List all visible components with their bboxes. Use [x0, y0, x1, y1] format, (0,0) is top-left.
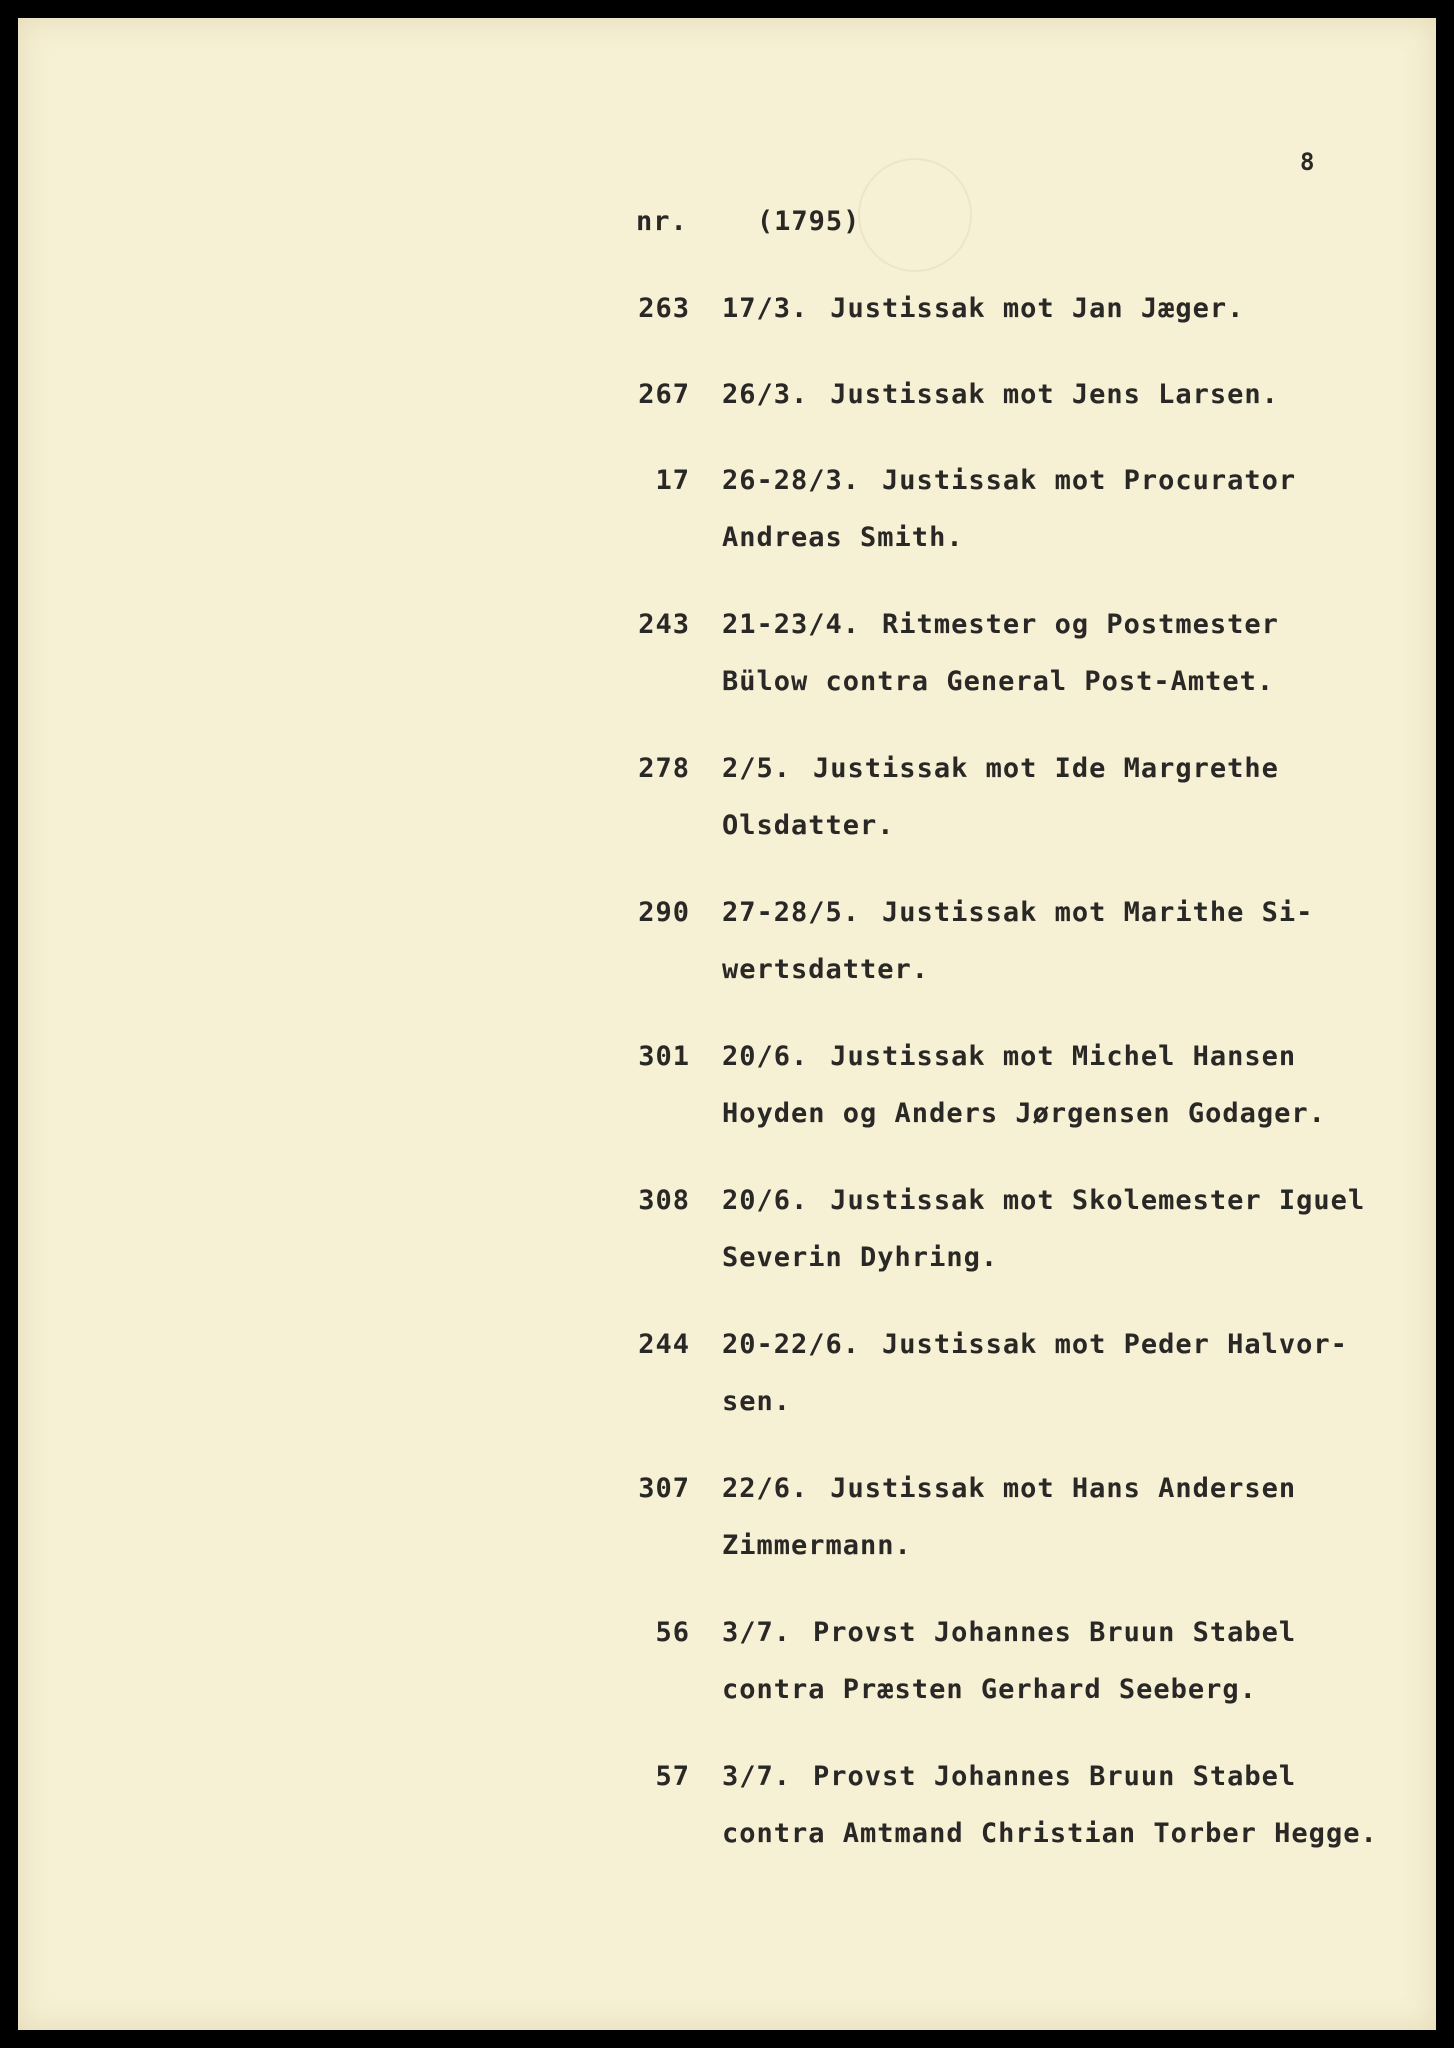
entry-number: 267 — [638, 379, 690, 410]
entry-text: Justissak mot Michel Hansen — [830, 1041, 1297, 1072]
entry-date: 20-22/6. — [722, 1329, 861, 1360]
entry-text-continued: Andreas Smith. — [722, 522, 964, 553]
entry-date: 20/6. — [722, 1185, 809, 1216]
entry-date: 21-23/4. — [722, 609, 861, 640]
entry-text-continued: Zimmermann. — [722, 1530, 912, 1561]
entry-number: 17 — [655, 465, 690, 496]
entry-text-continued: Hoyden og Anders Jørgensen Godager. — [722, 1098, 1326, 1129]
faint-stamp-mark — [858, 158, 972, 272]
entry-number: 308 — [638, 1185, 690, 1216]
entry-text-continued: Severin Dyhring. — [722, 1242, 999, 1273]
entry-text: Justissak mot Jan Jæger. — [830, 293, 1245, 324]
entry-number: 244 — [638, 1329, 690, 1360]
entry-date: 20/6. — [722, 1041, 809, 1072]
entry-text-continued: contra Amtmand Christian Torber Hegge. — [722, 1818, 1378, 1849]
entry-text: Ritmester og Postmester — [882, 609, 1279, 640]
nr-label: nr. — [636, 206, 688, 237]
entry-text-continued: wertsdatter. — [722, 954, 930, 985]
entry-text: Justissak mot Marithe Si- — [882, 897, 1314, 928]
entry-text-continued: Olsdatter. — [722, 810, 895, 841]
year-label: (1795) — [756, 206, 861, 237]
page-number: 8 — [1300, 148, 1316, 176]
document-page — [18, 18, 1436, 2030]
entry-text: Justissak mot Procurator — [882, 465, 1297, 496]
entry-date: 3/7. — [722, 1761, 792, 1792]
entry-number: 56 — [655, 1617, 690, 1648]
entry-date: 3/7. — [722, 1617, 792, 1648]
entry-text: Justissak mot Ide Margrethe — [813, 753, 1279, 784]
entry-number: 57 — [655, 1761, 690, 1792]
list-header — [636, 206, 860, 237]
entry-number: 290 — [638, 897, 690, 928]
entry-date: 17/3. — [722, 293, 809, 324]
entry-text-continued: contra Præsten Gerhard Seeberg. — [722, 1674, 1257, 1705]
entry-text: Provst Johannes Bruun Stabel — [813, 1617, 1297, 1648]
entry-number: 243 — [638, 609, 690, 640]
entry-number: 278 — [638, 753, 690, 784]
entry-date: 2/5. — [722, 753, 792, 784]
entry-text-continued: sen. — [722, 1386, 792, 1417]
entry-date: 26-28/3. — [722, 465, 861, 496]
entry-date: 22/6. — [722, 1473, 809, 1504]
entry-text: Provst Johannes Bruun Stabel — [813, 1761, 1297, 1792]
entry-number: 307 — [638, 1473, 690, 1504]
entry-text: Justissak mot Peder Halvor- — [882, 1329, 1348, 1360]
entry-text: Justissak mot Jens Larsen. — [830, 379, 1279, 410]
entry-text-continued: Bülow contra General Post-Amtet. — [722, 666, 1275, 697]
entry-number: 263 — [638, 293, 690, 324]
entry-text: Justissak mot Skolemester Iguel — [830, 1185, 1366, 1216]
entry-date: 26/3. — [722, 379, 809, 410]
entry-date: 27-28/5. — [722, 897, 861, 928]
entry-number: 301 — [638, 1041, 690, 1072]
entry-text: Justissak mot Hans Andersen — [830, 1473, 1297, 1504]
